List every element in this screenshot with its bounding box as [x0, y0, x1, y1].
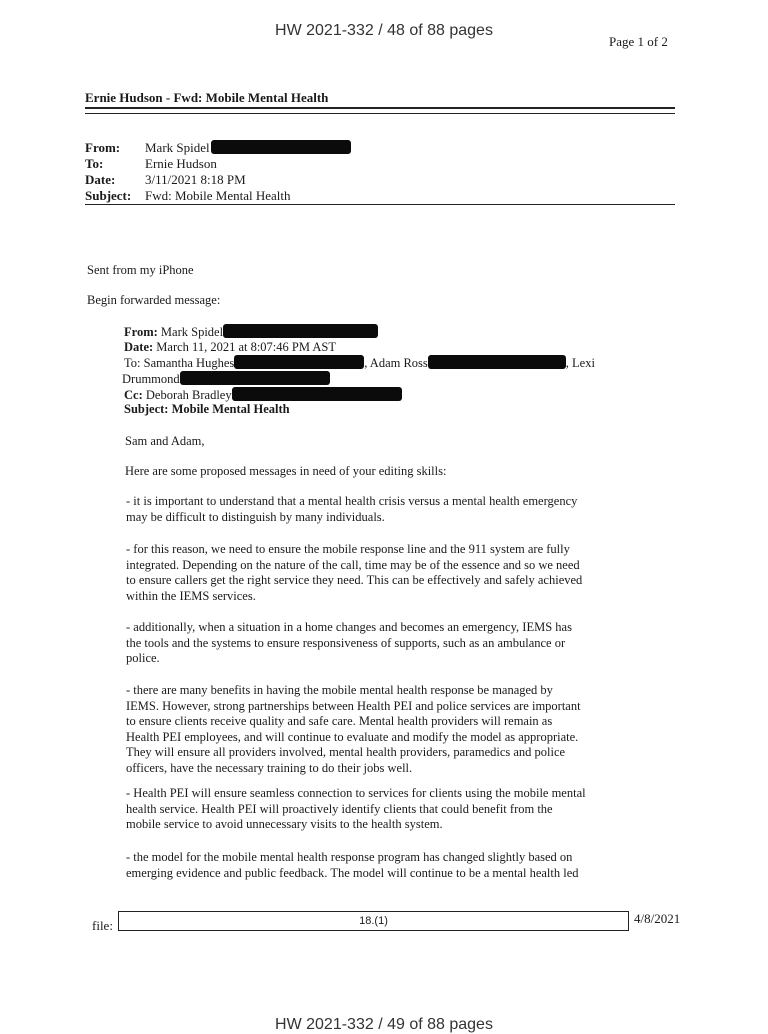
fwd-to-cont: Drummond [122, 372, 180, 386]
fwd-to-row [124, 355, 595, 371]
paragraph-line: - there are many benefits in having the mobile mental health response be managed by [126, 683, 553, 697]
page-number: Page 1 of 2 [609, 34, 668, 49]
from-value: Mark Spidel [145, 140, 210, 155]
paragraph-line: integrated. Depending on the nature of the call, time may be of the essence and so we need [126, 557, 580, 572]
redaction-block [180, 371, 330, 385]
paragraph-3 [126, 620, 656, 667]
footer-date: 4/8/2021 [634, 911, 681, 926]
paragraph-line: Health PEI employees, and will continue to evaluate and modify the model as appropriate. [126, 729, 579, 744]
fwd-to-label: To: [124, 356, 141, 370]
to-label: To: [85, 156, 104, 171]
from-label: From: [85, 140, 121, 155]
paragraph-line: - it is important to understand that a mental health crisis versus a mental health emergency [126, 494, 578, 508]
greeting: Sam and Adam, [125, 434, 205, 448]
date-value: 3/11/2021 8:18 PM [145, 172, 246, 187]
file-label: file: [92, 918, 113, 933]
redaction-block [223, 324, 378, 338]
fwd-date-value: March 11, 2021 at 8:07:46 PM AST [156, 340, 337, 354]
paragraph-line: - additionally, when a situation in a home changes and becomes an emergency, IEMS has [126, 620, 572, 634]
paragraph-line: emerging evidence and public feedback. The model will continue to be a mental health led [126, 865, 579, 880]
paragraph-6 [126, 850, 656, 881]
file-box: 18.(1) [118, 911, 629, 931]
fwd-to-cont-row [122, 371, 330, 387]
header-date-row [85, 172, 246, 188]
title-rule-thin [85, 113, 675, 114]
paragraph-line: the tools and the systems to ensure responsiveness of supports, such as an ambulance or [126, 635, 566, 650]
fwd-date-row [124, 340, 336, 355]
paragraph-line: mobile service to avoid unnecessary visits to the health system. [126, 817, 443, 831]
paragraph-line: to ensure callers get the right service they need. This can be effectively and safely achieved [126, 573, 583, 587]
paragraph-1 [126, 494, 656, 525]
header-to-row [85, 156, 217, 172]
redaction-block [428, 355, 566, 369]
paragraph-line: - for this reason, we need to ensure the mobile response line and the 911 system are fully [126, 542, 570, 556]
fwd-cc-row [124, 387, 402, 403]
fwd-subject-row [124, 402, 290, 417]
paragraph-line: IEMS. However, strong partnerships between Health PEI and police services are important [126, 698, 581, 713]
sent-from-line: Sent from my iPhone [87, 263, 194, 277]
fwd-subject-value: Mobile Mental Health [171, 402, 290, 416]
fwd-date-label: Date: [124, 340, 154, 354]
paragraph-line: to ensure clients receive quality and safe care. Mental health providers will remain as [126, 714, 553, 728]
paragraph-line: police. [126, 651, 160, 665]
next-page-header: HW 2021-332 / 49 of 88 pages [275, 1016, 493, 1033]
page-header: HW 2021-332 / 48 of 88 pages [275, 22, 493, 39]
redaction-block [234, 355, 364, 369]
date-label: Date: [85, 172, 116, 187]
header-from-row [85, 140, 351, 156]
subject-label: Subject: [85, 188, 132, 203]
title-rule [85, 107, 675, 109]
paragraph-5 [126, 786, 656, 833]
paragraph-2 [126, 542, 656, 604]
paragraph-line: health service. Health PEI will proactively identify clients that could benefit from the [126, 801, 553, 816]
subject-value: Fwd: Mobile Mental Health [145, 188, 291, 203]
header-rule [85, 204, 675, 205]
fwd-from-label: From: [124, 325, 158, 339]
intro-line: Here are some proposed messages in need of your editing skills: [125, 464, 447, 478]
paragraph-4 [126, 683, 656, 776]
fwd-cc-label: Cc: [124, 388, 143, 402]
redaction-block [232, 387, 402, 401]
redaction-block [211, 140, 351, 154]
paragraph-line: within the IEMS services. [126, 588, 256, 603]
paragraph-line: officers, have the necessary training to do their jobs well. [126, 760, 413, 775]
fwd-cc-value: Deborah Bradley [145, 388, 232, 402]
fwd-from-row [124, 324, 378, 340]
begin-forwarded-line: Begin forwarded message: [87, 293, 221, 307]
to-value: Ernie Hudson [145, 156, 217, 171]
email-title: Ernie Hudson - Fwd: Mobile Mental Health [85, 90, 329, 105]
fwd-to-value-3: , Lexi [565, 356, 595, 370]
fwd-to-value: Samantha Hughes [143, 356, 235, 370]
fwd-from-value: Mark Spidel [160, 325, 224, 339]
fwd-subject-label: Subject: [124, 402, 169, 416]
paragraph-line: - the model for the mobile mental health response program has changed slightly based on [126, 850, 573, 864]
header-subject-row [85, 188, 291, 204]
paragraph-line: They will ensure all providers involved, mental health providers, paramedics and police [126, 745, 566, 759]
paragraph-line: - Health PEI will ensure seamless connection to services for clients using the mobile mental [126, 786, 586, 800]
paragraph-line: may be difficult to distinguish by many individuals. [126, 509, 385, 524]
fwd-to-value-2: , Adam Ross [364, 356, 428, 370]
